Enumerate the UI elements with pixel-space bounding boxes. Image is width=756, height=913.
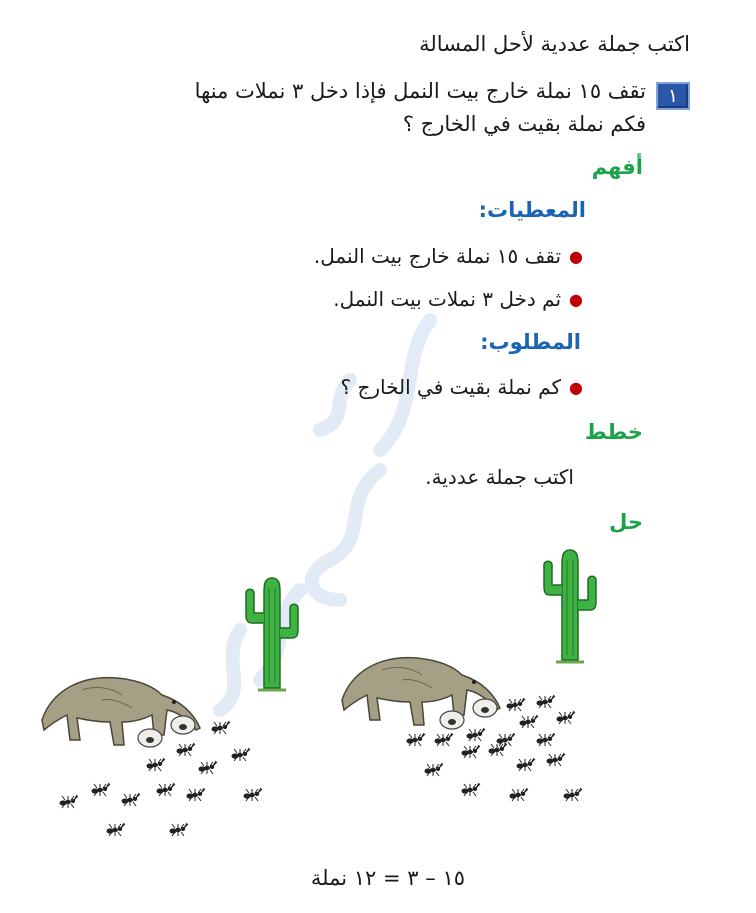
plan-heading: خطط xyxy=(584,420,643,444)
instruction-text: اكتب جملة عددية لأحل المسالة xyxy=(419,32,690,56)
given-item-text: ثم دخل ٣ نملات بيت النمل. xyxy=(333,287,562,311)
required-item-text: كم نملة بقيت في الخارج ؟ xyxy=(340,375,562,399)
question-line-2: فكم نملة بقيت في الخارج ؟ xyxy=(402,112,646,136)
required-item xyxy=(341,375,584,399)
solution-equation: ١٥ – ٣ = ١٢ نملة xyxy=(310,866,465,890)
given-heading: المعطيات: xyxy=(478,198,586,222)
solve-heading: حل xyxy=(609,510,643,534)
question-line-1: تقف ١٥ نملة خارج بيت النمل فإذا دخل ٣ نملات منها xyxy=(194,79,646,103)
bullet-icon: ● xyxy=(569,247,583,266)
bullet-icon: ● xyxy=(569,290,583,309)
given-item xyxy=(333,287,583,311)
given-item-text: تقف ١٥ نملة خارج بيت النمل. xyxy=(313,244,562,268)
plan-text: اكتب جملة عددية. xyxy=(425,465,574,489)
question-number-badge: ١ xyxy=(656,82,690,110)
ants-illustration xyxy=(0,540,756,850)
required-heading: المطلوب: xyxy=(480,330,581,354)
understand-heading: أفهم xyxy=(591,155,643,179)
bullet-icon: ● xyxy=(569,378,583,397)
given-item xyxy=(314,244,583,268)
